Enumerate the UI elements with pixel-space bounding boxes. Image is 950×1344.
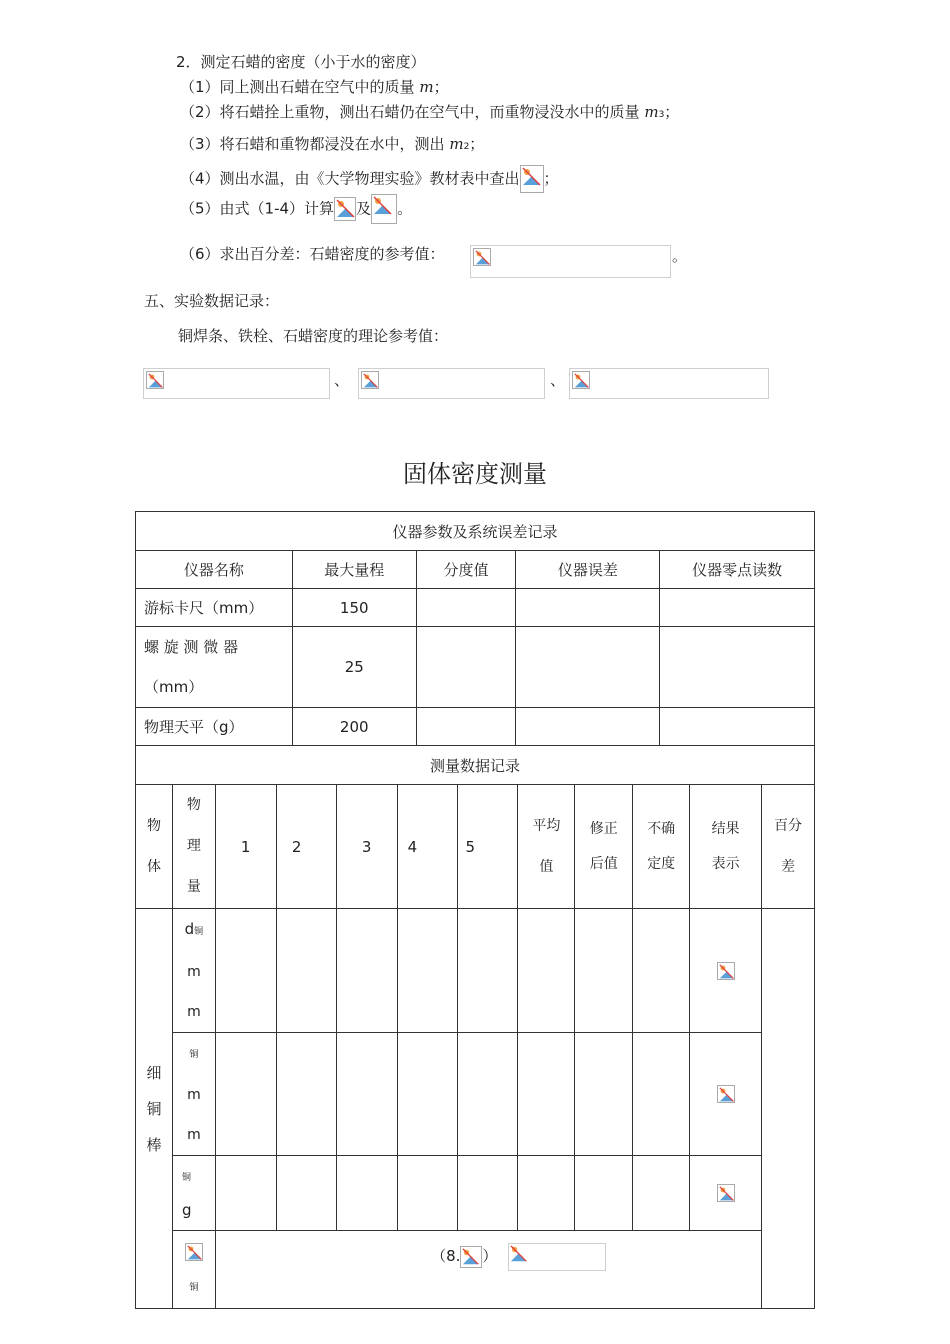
header-trial-3: 3 [336,785,397,909]
header-zero-reading: 仪器零点读数 [660,551,815,589]
paraffin-value-image [569,368,769,399]
measurement-table-caption: 测量数据记录 [136,746,815,785]
step-6-end: 。 [672,247,688,265]
quantity-mass: 铜 g [172,1156,215,1231]
header-uncertainty: 不确 定度 [633,785,690,909]
table-cell [336,1033,397,1156]
separator: 、 [550,371,566,389]
table-cell [633,909,690,1033]
broken-image-icon [717,1184,735,1202]
header-average: 平均 值 [518,785,575,909]
quantity-diameter: d铜 m m [172,909,215,1033]
table-cell [660,589,815,627]
table-cell [457,1156,518,1231]
broken-image-icon [717,1085,735,1103]
step-3-line: （3）将石蜡和重物都浸没在水中，测出 m2； [180,135,485,153]
table-cell [397,1156,457,1231]
paraffin-reference-image [470,245,671,278]
header-max-range: 最大量程 [292,551,416,589]
table-cell [215,1033,276,1156]
header-trial-5: 5 [457,785,518,909]
step-1-line: （1）同上测出石蜡在空气中的质量 m； [180,78,449,96]
separator: 、 [334,371,350,389]
table-cell [397,1033,457,1156]
table-cell [516,627,660,708]
header-percent-diff: 百分 差 [762,785,815,909]
broken-image-icon [460,1246,482,1268]
table-cell [516,589,660,627]
table-cell [660,708,815,746]
header-resolution: 分度值 [416,551,516,589]
object-copper-rod: 细 铜 棒 [136,909,173,1309]
header-corrected: 修正 后值 [575,785,633,909]
result-cell [690,909,762,1033]
header-trial-1: 1 [215,785,276,909]
measurement-table [135,745,815,1309]
table-cell [276,1156,336,1231]
table-cell [518,1033,575,1156]
copper-reference-image [143,368,330,399]
table-cell [215,1156,276,1231]
header-result: 结果 表示 [690,785,762,909]
broken-image-icon [371,194,397,224]
table-cell [276,1033,336,1156]
broken-image-icon [717,962,735,980]
instrument-table-caption: 仪器参数及系统误差记录 [136,512,815,551]
table-cell [457,909,518,1033]
iron-reference-image [358,368,545,399]
broken-image-icon [361,371,379,389]
broken-image-icon [520,165,544,193]
table-cell [276,909,336,1033]
header-trial-4: 4 [397,785,457,909]
step-2-heading: 2．测定石蜡的密度（小于水的密度） [176,53,426,71]
table-cell [518,909,575,1033]
table-cell [633,1033,690,1156]
table-cell [457,1033,518,1156]
table-cell [215,909,276,1033]
broken-image-icon [572,371,590,389]
step-6-line: （6）求出百分差：石蜡密度的参考值： [180,245,445,263]
broken-image-icon [185,1243,203,1261]
header-instrument-error: 仪器误差 [516,551,660,589]
row-vernier-range: 150 [292,589,416,627]
row-micrometer-name: 螺 旋 测 微 器 （mm） [136,627,293,708]
header-instrument-name: 仪器名称 [136,551,293,589]
step-5-line: （5）由式（1-4）计算 及 。 [180,194,412,224]
row-vernier-name: 游标卡尺（mm） [136,589,293,627]
header-trial-2: 2 [276,785,336,909]
table-cell [516,708,660,746]
row-balance-range: 200 [292,708,416,746]
row-balance-name: 物理天平（g） [136,708,293,746]
density-formula-cell: （8. ） [215,1231,761,1309]
step-2-line: （2）将石蜡拴上重物，测出石蜡仍在空气中，而重物浸没水中的质量 m3； [180,103,680,121]
table-cell [518,1156,575,1231]
header-physical-quantity: 物 理 量 [172,785,215,909]
broken-image-icon [473,248,491,266]
quantity-density: 铜 [172,1231,215,1309]
step-4-line: （4）测出水温，由《大学物理实验》教材表中查出 ； [180,165,559,193]
table-cell [336,909,397,1033]
instrument-table [135,511,815,746]
table-cell [416,589,516,627]
table-cell [397,909,457,1033]
table-cell [633,1156,690,1231]
table-cell [575,1033,633,1156]
table-cell [336,1156,397,1231]
broken-image-icon [334,197,356,221]
table-cell [416,627,516,708]
header-object: 物 体 [136,785,173,909]
result-cell [690,1033,762,1156]
section-5-heading: 五、实验数据记录： [144,292,280,310]
table-cell [575,1156,633,1231]
page-title: 固体密度测量 [403,460,547,488]
table-cell [660,627,815,708]
broken-image-icon [146,371,164,389]
density-value-image [508,1243,606,1271]
result-cell [690,1156,762,1231]
reference-values-label: 铜焊条、铁栓、石蜡密度的理论参考值： [178,327,449,345]
quantity-length: 铜 m m [172,1033,215,1156]
row-micrometer-range: 25 [292,627,416,708]
table-cell [416,708,516,746]
table-cell [575,909,633,1033]
percent-diff-cell [762,909,815,1309]
